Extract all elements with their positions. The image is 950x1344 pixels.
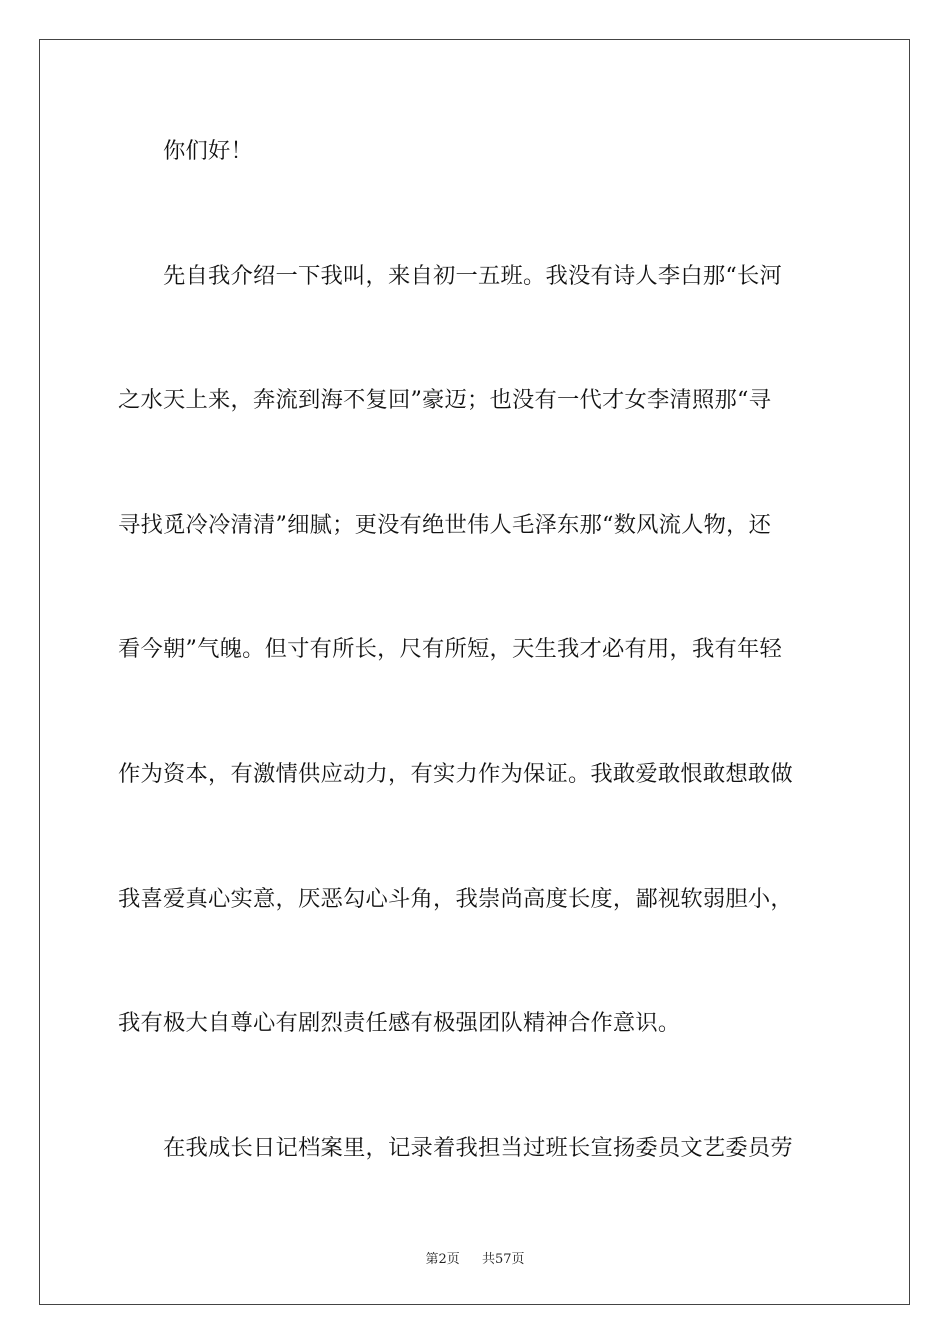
text-line: 寻找觅冷冷清清”细腻；更没有绝世伟人毛泽东那“数风流人物，还	[118, 512, 772, 538]
text-line-greeting: 你们好！	[163, 138, 253, 164]
page-total: 共57页	[482, 1252, 525, 1267]
text-line: 先自我介绍一下我叫，来自初一五班。我没有诗人李白那“长河	[163, 263, 783, 289]
text-line: 看今朝”气魄。但寸有所长，尺有所短，天生我才必有用，我有年轻	[118, 636, 783, 662]
page-border	[39, 39, 910, 1305]
text-line: 我有极大自尊心有剧烈责任感有极强团队精神合作意识。	[118, 1010, 681, 1036]
text-line: 我喜爱真心实意，厌恶勾心斗角，我崇尚高度长度，鄙视软弱胆小，	[118, 886, 793, 912]
text-line: 在我成长日记档案里，记录着我担当过班长宣扬委员文艺委员劳	[163, 1135, 793, 1161]
text-line: 作为资本，有激情供应动力，有实力作为保证。我敢爱敢恨敢想敢做	[118, 761, 793, 787]
text-line: 之水天上来，奔流到海不复回”豪迈；也没有一代才女李清照那“寻	[118, 387, 772, 413]
page-number: 第2页	[425, 1252, 460, 1267]
page-footer	[0, 1248, 950, 1267]
